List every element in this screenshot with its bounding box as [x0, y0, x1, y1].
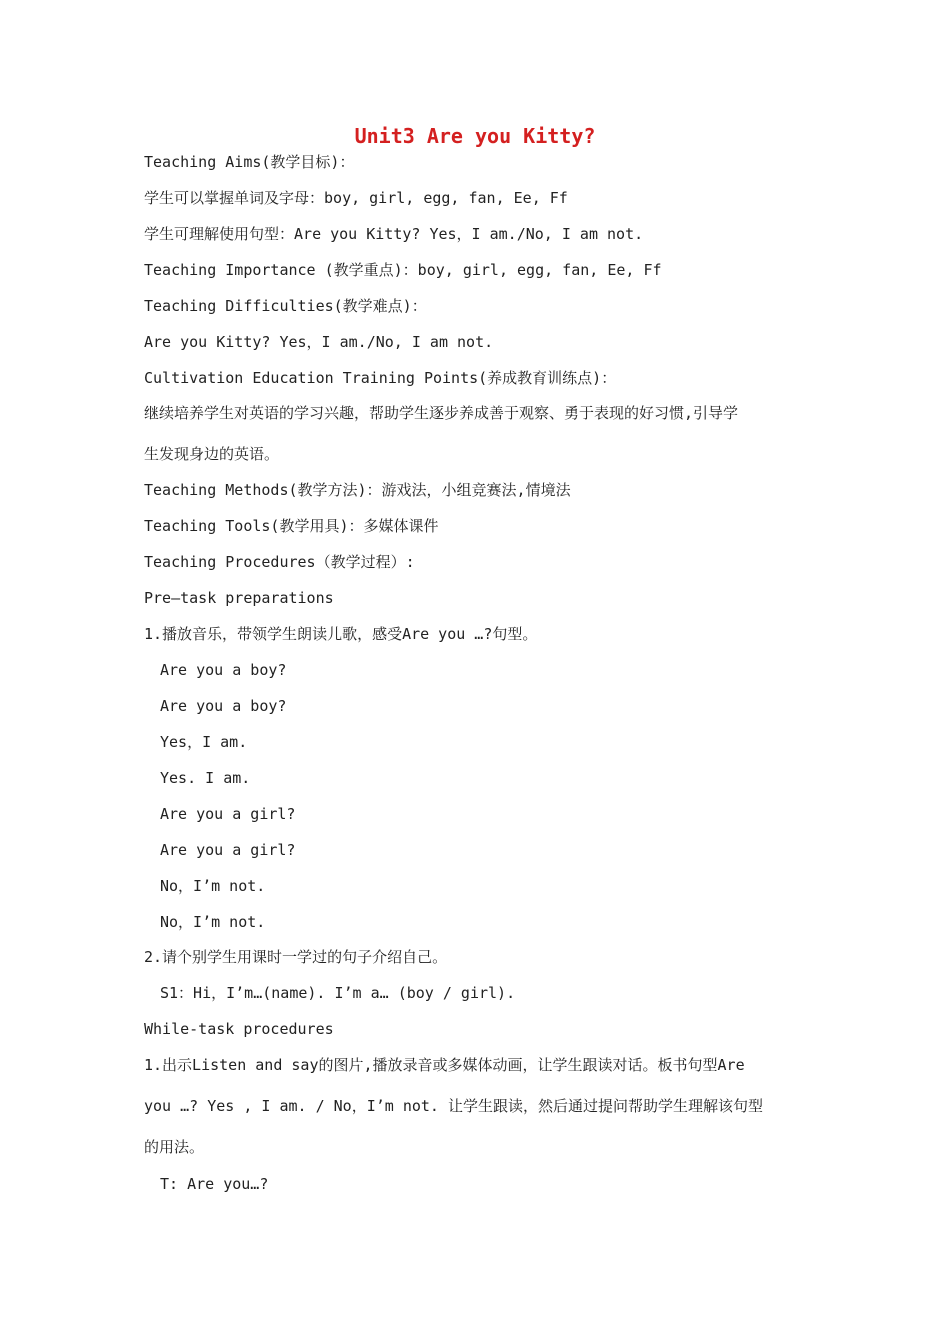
song-line: No，I’m not.	[160, 913, 266, 931]
teacher-line: T: Are you…?	[160, 1175, 269, 1193]
song-line: Are you a girl?	[160, 805, 296, 823]
while-step-1-line-2: you …? Yes , I am. / No，I’m not. 让学生跟读，然后通过提问帮助学生理解该句型	[144, 1097, 763, 1115]
page-title: Unit3 Are you Kitty?	[354, 124, 596, 148]
while-step-1-line-3: 的用法。	[144, 1138, 205, 1156]
teaching-importance: Teaching Importance (教学重点)：boy, girl, egg, fan, Ee, Ff	[144, 261, 662, 279]
pre-task-heading: Pre—task preparations	[144, 589, 334, 607]
aims-sentences: 学生可理解使用句型：Are you Kitty? Yes，I am./No, I am not.	[144, 225, 644, 243]
teaching-aims-heading: Teaching Aims(教学目标)：	[144, 153, 355, 171]
teaching-methods: Teaching Methods(教学方法)：游戏法，小组竞赛法,情境法	[144, 481, 571, 499]
cultivation-heading: Cultivation Education Training Points(养成教育训练点)：	[144, 369, 617, 387]
step-2: 2.请个别学生用课时一学过的句子介绍自己。	[144, 948, 448, 966]
teaching-difficulties-heading: Teaching Difficulties(教学难点)：	[144, 297, 427, 315]
song-line: No，I’m not.	[160, 877, 266, 895]
cultivation-text-2: 生发现身边的英语。	[144, 445, 280, 463]
song-line: Are you a boy?	[160, 697, 287, 715]
song-line: Are you a girl?	[160, 841, 296, 859]
difficulties-sentences: Are you Kitty? Yes，I am./No, I am not.	[144, 333, 494, 351]
song-line: Yes. I am.	[160, 769, 251, 787]
while-step-1-line-1: 1.出示Listen and say的图片,播放录音或多媒体动画，让学生跟读对话。板书句型Are	[144, 1056, 745, 1074]
teaching-procedures-heading: Teaching Procedures（教学过程）:	[144, 553, 415, 571]
aims-words: 学生可以掌握单词及字母：boy, girl, egg, fan, Ee, Ff	[144, 189, 568, 207]
cultivation-text-1: 继续培养学生对英语的学习兴趣，帮助学生逐步养成善于观察、勇于表现的好习惯,引导学	[144, 404, 739, 422]
teaching-tools: Teaching Tools(教学用具)：多媒体课件	[144, 517, 439, 535]
song-line: Yes，I am.	[160, 733, 248, 751]
while-task-heading: While-task procedures	[144, 1020, 334, 1038]
song-line: Are you a boy?	[160, 661, 287, 679]
student-example: S1：Hi，I’m…(name). I’m a… (boy / girl).	[160, 984, 516, 1002]
step-1: 1.播放音乐，带领学生朗读儿歌，感受Are you …?句型。	[144, 625, 538, 643]
